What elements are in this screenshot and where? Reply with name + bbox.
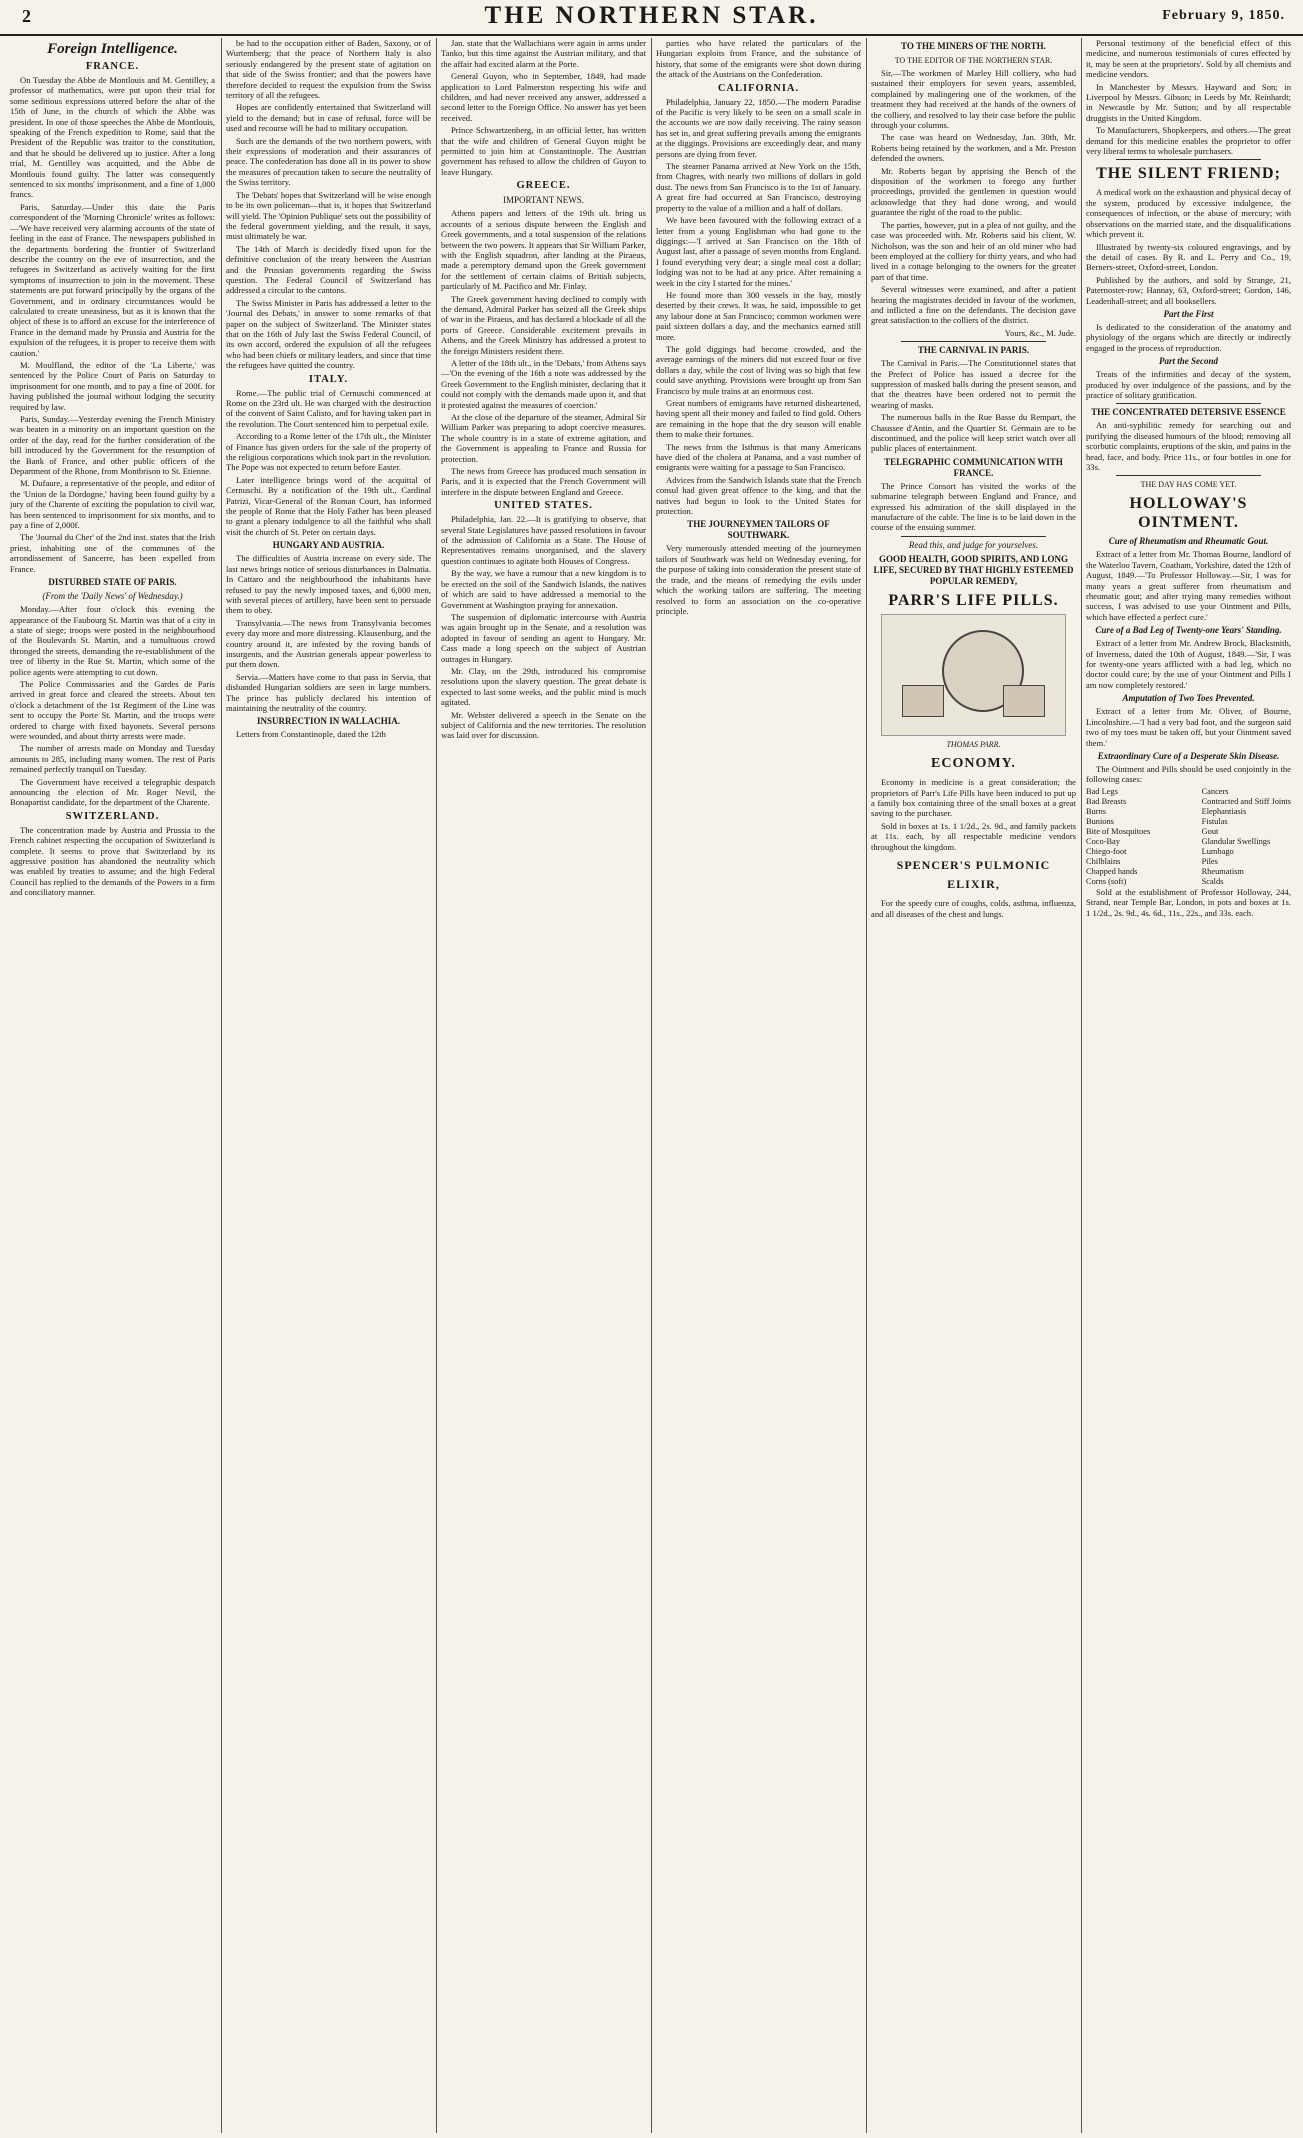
ailment-item: Chiego-foot: [1086, 846, 1127, 856]
article-paragraph: According to a Rome letter of the 17th ult., the Minister of Finance has given orders for the sale of the property of the religious corporations which took part in the revolution. The Pope was not expected to return before Easter.: [226, 431, 431, 473]
article-paragraph: A letter of the 18th ult., in the 'Debats,' from Athens says—'On the evening of the 16th a note was addressed by the Greek Government to the English minister, declaring that it could not comply with the demands made upon it, and that it protested against the measures of coercion.': [441, 357, 646, 410]
article-paragraph: At the close of the departure of the steamer, Admiral Sir William Parker was preparing to adopt coercive measures. The whole country is in a state of extreme agitation, and the Government is appealing to France and Russia for protection.: [441, 412, 646, 464]
subheading-italy: ITALY.: [308, 373, 349, 385]
article-paragraph: Jan. state that the Wallachians were again in arms under Tanko, but this time against the Austrian military, and that the affair had excited alarm at the Porte.: [441, 38, 646, 69]
article-paragraph: M. Dufaure, a representative of the people, and editor of the 'Union de la Dordogne,' having been found guilty by a jury of the Charente of exciting the population to civil war, has been sentenced to imprisonment for six months, and to pay a fine of 2,000f.: [10, 478, 215, 531]
article-paragraph: Servia.—Matters have come to that pass in Servia, that disbanded Hungarian soldiers are seen in large numbers. The prince has publicly declared his intention of maintaining the neutrality of the country.: [226, 671, 431, 713]
parr-portrait-illustration: [881, 614, 1066, 736]
subheading-france: FRANCE.: [85, 61, 140, 72]
letter-paragraph: The parties, however, put in a plea of not guilty, and the case was proceeded with. Mr. Roberts said his client, W. Nicholson, was the son and heir of an old miner who had been employed at the colliery for thirty years, and who had lived in a cottage belonging to the owners for the greater part of that time.: [871, 219, 1076, 282]
ailment-item: Lumbago: [1201, 846, 1234, 856]
ailment-item: Chapped hands: [1086, 866, 1138, 876]
letter-paragraph: Sir,—The workmen of Marley Hill colliery, who had sustained their employers for seven years, assembled, complained by malingering one of the workmen, of the treatment they had received at the hands of the owners of the colliery, and resolved to lay their case before the public through your columns.: [871, 68, 1076, 131]
ad-detersive-essence: THE CONCENTRATED DETERSIVE ESSENCE: [1091, 407, 1286, 418]
column-2: [226, 38, 431, 2128]
letter-signature: Yours, &c., M. Jude.: [1004, 327, 1076, 338]
article-paragraph: He found more than 300 vessels in the bay, mostly deserted by their crews. It was, he said, impossible to get any labour done at San Francisco; common workmen were paid sixteen dollars a day, and the mechanics earned still more.: [656, 289, 861, 342]
page-number: 2: [22, 6, 31, 26]
article-paragraph: parties who have related the particulars of the Hungarian exploits from France, and the substance of history, that some of the emigrants were shot down during the attack of the Austrians on the Confederation.: [656, 38, 861, 80]
ad-headline: GOOD HEALTH, GOOD SPIRITS, AND LONG LIFE, SECURED BY THAT HIGHLY ESTEEMED POPULAR REMEDY,: [873, 553, 1074, 586]
article-paragraph: The news from the Isthmus is that many Americans have died of the cholera at Panama, and a vast number of emigrants were waiting for a passage to San Francisco.: [656, 441, 861, 473]
ailment-item: Burns: [1086, 806, 1107, 816]
column-rule: [866, 38, 867, 2133]
section-heading-foreign: Foreign Intelligence.: [47, 41, 178, 57]
article-paragraph: Paris, Saturday.—Under this date the Paris correspondent of the 'Morning Chronicle' writes as follows:—'We have received very alarming accounts of the state of feeling in the east of France. The newspapers published in the departments bordering the frontier of Switzerland describe the country on the eve of insurrection, and the refugees in Switzerland as actively waiting for the first symptoms of insurrection to join in the movement. These statements are put forward principally by the organs of the Government, and in ordinary circumstances would be calculated to create uneasiness, but as it is known that the object of these is to afford an excuse for the interference of France in the demand made by Prussia and Austria for the expulsion of the refugees, it is proper to receive them with caution.': [10, 201, 215, 358]
article-paragraph: Very numerously attended meeting of the journeymen tailors of Southwark was held on Wednesday evening, for the purpose of taking into consideration the present state of the trade, and the means of remedying the evils under which the working tailors are suffering. The meeting resolved to form an association on the co-operative principle.: [656, 543, 861, 616]
article-paragraph: Mr. Clay, on the 29th, introduced his compromise resolutions upon the slavery question. The great debate is expected to last some weeks, and the public mind is much agitated.: [441, 665, 646, 708]
ailment-item: Chilblains: [1086, 856, 1121, 866]
ailment-item: Bad Breasts: [1086, 796, 1127, 806]
ad-paragraph: Illustrated by twenty-six coloured engravings, and by the detail of cases. By R. and L. Perry and Co., 19, Berners-street, Oxford-street, London.: [1086, 241, 1291, 273]
ad-paragraph: In Manchester by Messrs. Hayward and Son; in Liverpool by Messrs. Gibson; in Leeds by Mr. Reinhardt; in Newcastle by Mr. Sutton; and by all respectable druggists in the United Kingdom.: [1086, 81, 1291, 123]
ad-paragraph: Sold at the establishment of Professor Holloway, 244, Strand, near Temple Bar, London, in pots and boxes at 1s. 1 1/2d., 2s. 9d., 4s. 6d., 11s., 22s., and 33s. each.: [1086, 886, 1291, 918]
article-paragraph: Philadelphia, January 22, 1850.—The modern Paradise of the Pacific is very likely to be seen on a small scale in the accounts we are now daily receiving. The rainy season has set in, and great suffering prevails among the emigrants at the diggings. Provisions are exceedingly dear, and many persons are dying from fever.: [656, 96, 861, 159]
article-paragraph: We have been favoured with the following extract of a letter from a young Englishman who had gone to the diggings:—'I arrived at San Francisco on the 18th of August last, after a passage of seven months from England. I found everything very dear; a single meal cost a dollar; lodging was not to be had at any price. After remaining a week in the city I started for the mines.': [656, 215, 861, 288]
article-paragraph: On Tuesday the Abbe de Montlouis and M. Gentilley, a professor of mathematics, were put upon their trial for some seditious expressions uttered before the altar of the 15th of June, in the church of which the Abbe was president. In one of those speeches the Abbe de Montlouis, speaking of the French expedition to Rome, said that the President of the Republic was traitor to the constitution, and that he should be delivered up to justice. After a long trial, M. Gentilley was acquitted, and the Abbe de Montlouis found guilty. The latter was consequently sentenced to six months' imprisonment, and a fine of 1,000 francs.: [10, 75, 215, 200]
article-paragraph: The concentration made by Austria and Prussia to the French cabinet respecting the occupation of Switzerland is complete. It seems to prove that Switzerland by its aggressive position has abandoned the neutrality which was enabled by treaties to assume; and the high Federal Council has replied to the demands of the Powers in a firm and conciliatory manner.: [10, 824, 215, 898]
ad-silent-friend: THE SILENT FRIEND;: [1096, 165, 1281, 183]
subheading-miners-north: TO THE MINERS OF THE NORTH.: [901, 41, 1046, 51]
article-paragraph: The difficulties of Austria increase on every side. The last news brings notice of serious disturbances in Dalmatia. In Cattaro and the neighbourhood the inhabitants have refused to pay the newly imposed taxes, and 6,000 men, with several pieces of artillery, have been sent to persuade them to obey.: [226, 553, 431, 616]
article-paragraph: The suspension of diplomatic intercourse with Austria was again brought up in the Senate, and a resolution was adopted in favour of sending an agent to Hungary. Mr. Cass made a long speech on the subject of Austrian outrages in Hungary.: [441, 611, 646, 664]
subheading-important-news: IMPORTANT NEWS.: [502, 195, 585, 206]
subheading-to-editor: TO THE EDITOR OF THE NORTHERN STAR.: [894, 56, 1053, 65]
ad-paragraph: Extract of a letter from Mr. Oliver, of Bourne, Lincolnshire.—'I had a very bad foot, and the surgeon said two of my toes must be taken off, but your Ointment saved them.': [1086, 706, 1291, 748]
article-paragraph: The 'Journal du Cher' of the 2nd inst. states that the Irish priest, inhabiting one of the communes of the arrondissement of Sancerre, has been expelled from France.: [10, 532, 215, 574]
ad-part-heading: Part the First: [1163, 308, 1214, 319]
ad-economy-heading: ECONOMY.: [931, 756, 1016, 772]
article-paragraph: The 14th of March is decidedly fixed upon for the definitive conclusion of the treaty between the Austrian and the Prussian governments regarding the Swiss question. The Federal Council of Switzerland has addressed a circular to the cantons.: [226, 243, 431, 296]
ailment-item: Corns (soft): [1086, 876, 1127, 886]
ailment-item: Bite of Mosquitoes: [1086, 826, 1151, 836]
issue-date: February 9, 1850.: [1162, 8, 1285, 23]
ad-title-parrs-pills: PARR'S LIFE PILLS.: [888, 591, 1059, 609]
ailment-item: Bad Legs: [1086, 786, 1118, 796]
article-paragraph: The gold diggings had become crowded, and the average earnings of the miners did not exceed four or five dollars a day, while the cost of living was so high that few could save anything. Provisions were brought up from San Francisco by mule trains at an enormous cost.: [656, 343, 861, 396]
column-rule: [1081, 38, 1082, 2133]
article-paragraph: Monday.—After four o'clock this evening the appearance of the Faubourg St. Martin was that of a city in a state of siege; troops were posted in the neighbourhood of the Boulevards St. Martin, and a tumultuous crowd thronged the streets, demanding the re-establishment of the tree of liberty in the Rue St. Martin, which some of the police agents were attempting to cut down.: [10, 604, 215, 677]
article-paragraph: The news from Greece has produced much sensation in Paris, and it is expected that the French Government will interfere in the dispute between England and Greece.: [441, 466, 646, 497]
subheading-greece: GREECE.: [516, 180, 571, 192]
article-paragraph: The number of arrests made on Monday and Tuesday amounts to 285, including many women. The rest of Paris remained perfectly tranquil on Tuesday.: [10, 743, 215, 775]
ad-paragraph: Personal testimony of the beneficial effect of this medicine, and numerous testimonials of cures effected by it, may be seen at the proprietors'. Sold by all chemists and medicine vendors.: [1086, 38, 1291, 80]
ad-paragraph: The Ointment and Pills should be used conjointly in the following cases:: [1086, 763, 1291, 785]
article-paragraph: Great numbers of emigrants have returned disheartened, having spent all their money and failed to find gold. Others are remaining in the hope that the dry season will enable them to make their fortunes.: [656, 398, 861, 440]
column-1: [10, 38, 215, 2128]
subheading-united-states: UNITED STATES.: [494, 500, 593, 512]
column-4: [656, 38, 861, 2128]
article-paragraph: Letters from Constantinople, dated the 12th: [236, 729, 386, 740]
article-paragraph: Hopes are confidently entertained that Switzerland will yield to the demand; but in case of refusal, force will be used and recourse will be had to military occupation.: [226, 102, 431, 134]
ailment-item: Coco-Bay: [1086, 836, 1120, 846]
ailment-item: Elephantiasis: [1201, 806, 1247, 816]
article-paragraph: Athens papers and letters of the 19th ult. bring us accounts of a serious dispute between the English and Greek governments, and a total suspension of the relations between the two powers. It appears that Sir William Parker, with the English squadron, after landing at the Piraeus, made a peremptory demand upon the Greek government for the settlement of certain claims of British subjects, particularly of M. Pacifico and Mr. Finlay.: [441, 208, 646, 292]
ad-paragraph: A medical work on the exhaustion and physical decay of the system, produced by excessive indulgence, the consequences of infection, or the abuse of mercury; with observations on the married state, and the disqualifications which prevent it.: [1086, 187, 1291, 240]
ad-part-heading: Part the Second: [1158, 356, 1218, 367]
article-paragraph: The Government have received a telegraphic despatch announcing the election of Mr. Roger Nevil, the Bonapartist candidate, for the department of the Charente.: [10, 776, 215, 808]
ailment-list-right: [1202, 787, 1291, 887]
ad-paragraph: To Manufacturers, Shopkeepers, and others.—The great demand for this medicine enables the proprietor to offer very liberal terms to wholesale purchasers.: [1086, 125, 1291, 157]
ailment-item: Gout: [1201, 826, 1219, 836]
ailment-list: [1086, 787, 1291, 887]
ad-tagline: Read this, and judge for yourselves.: [908, 539, 1039, 550]
ailment-item: Fistulas: [1201, 816, 1228, 826]
ad-paragraph: Treats of the infirmities and decay of the system, produced by over indulgence of the passions, and by the practice of solitary gratification.: [1086, 369, 1291, 400]
column-5: [871, 38, 1076, 2128]
subheading-tailors-southwark: THE JOURNEYMEN TAILORS OF SOUTHWARK.: [687, 519, 830, 541]
column-rule: [221, 38, 222, 2133]
ailment-item: Bunions: [1086, 816, 1114, 826]
column-rule: [651, 38, 652, 2133]
article-paragraph: General Guyon, who in September, 1849, had made application to Lord Palmerston respecting his wife and children, and had never received any answer, addressed a second letter to the Foreign Office. No answer has yet been received.: [441, 71, 646, 123]
ad-subheading: Cure of Rheumatism and Rheumatic Gout.: [1108, 536, 1269, 547]
ad-subheading: Cure of a Bad Leg of Twenty-one Years' Standing.: [1095, 625, 1282, 636]
subheading-wallachia: INSURRECTION IN WALLACHIA.: [256, 716, 401, 727]
article-paragraph: Advices from the Sandwich Islands state that the French consul had given great offence to the king, and that the natives had begun to look to the United States for protection.: [656, 474, 861, 517]
article-paragraph: By the way, we have a rumour that a new kingdom is to be erected on the soil of the Sandwich Islands, the natives of which are said to have addressed a memorial to the Government at Washington praying for annexation.: [441, 568, 646, 610]
ad-tagline: THE DAY HAS COME YET.: [1140, 480, 1237, 490]
ad-paragraph: Published by the authors, and sold by Strange, 21, Paternoster-row; Hannay, 63, Oxford-street; Gordon, 146, Leadenhall-street; and all booksellers.: [1086, 274, 1291, 306]
article-paragraph: The Swiss Minister in Paris has addressed a letter to the 'Journal des Debats,' in answer to some remarks of that paper on the subject of Switzerland. The Minister states that on the 16th of July last the Swiss Federal Council, of its own accord, ordered the expulsion of all the refugees who had been chiefs or military leaders, and since that time the refugees have quitted the country.: [226, 297, 431, 371]
column-3: [441, 38, 646, 2128]
article-paragraph: The Prince Consort has visited the works of the submarine telegraph between England and France, and expressed his admiration of the skill displayed in the manufacture of the cable. The line is to be laid down in the course of the ensuing summer.: [871, 480, 1076, 533]
article-paragraph: Prince Schwartzenberg, in an official letter, has written that the wife and children of General Guyon might be permitted to join him at Constantinople. The Austrian government has refused to allow the children of Guyon to leave Hungary.: [441, 125, 646, 177]
ad-spencers-elixir: SPENCER'S PULMONIC ELIXIR,: [896, 858, 1051, 892]
article-paragraph: The numerous balls in the Rue Basse du Rempart, the Chaussee d'Antin, and the Quartier St. Germain are to be discontinued, and the police will keep strict watch over all public places of entertainment.: [871, 412, 1076, 454]
ailment-item: Contracted and Stiff Joints: [1201, 796, 1291, 806]
ad-paragraph: Extract of a letter from Mr. Andrew Brock, Blacksmith, of Inverness, dated the 10th of August, 1849.—'Sir, I was for twenty-one years afflicted with a bad leg, which no doctor could cure; by the use of your Ointment and Pills I am now completely restored.': [1086, 638, 1291, 690]
ad-paragraph: An anti-syphilitic remedy for searching out and purifying the diseased humours of the blood; removing all scorbutic complaints, eruptions of the skin, and pains in the head, face, and body. Price 11s., or four bottles in one for 33s.: [1086, 420, 1291, 472]
article-paragraph: Transylvania.—The news from Transylvania becomes every day more and more distressing. Klausenburg, and the country around it, are infested by the roving bands of insurgents, and the Austrian generals appear powerless to put them down.: [226, 617, 431, 670]
letter-paragraph: The case was heard on Wednesday, Jan. 30th, Mr. Roberts being retained by the workmen, and a Mr. Preston defended the owners.: [871, 132, 1076, 164]
separator: [901, 536, 1046, 537]
ailment-item: Rheumatism: [1201, 866, 1244, 876]
ad-paragraph: Extract of a letter from Mr. Thomas Bourne, landlord of the Waterloo Tavern, Coatham, Yorkshire, dated the 12th of August, 1849.—'To Professor Holloway.—Sir, I was for many years a great sufferer from rheumatism and rheumatic gout; and after trying many remedies without success, I was advised to use your Ointment and Pills, which have effected a perfect cure.': [1086, 549, 1291, 622]
article-paragraph: The Greek government having declined to comply with the demand, Admiral Parker has seized all the Greek ships of war in the Piraeus, and has declared a blockade of all the ports of Greece. Considerable excitement prevails in Athens, and the Greek Ministry has addressed a protest to the foreign Ministers resident there.: [441, 293, 646, 356]
letter-paragraph: Several witnesses were examined, and after a patient hearing the magistrates decided in favour of the workmen, and inflicted a fine on the defendants. The decision gave great satisfaction to the colliers of the district.: [871, 284, 1076, 326]
ad-paragraph: Economy in medicine is a great consideration; the proprietors of Parr's Life Pills have been induced to put up a family box containing three of the small boxes at a great saving to the purchaser.: [871, 777, 1076, 819]
ad-subheading: Extraordinary Cure of a Desperate Skin Disease.: [1097, 750, 1280, 761]
newspaper-title: THE NORTHERN STAR.: [484, 2, 819, 29]
ailment-item: Glandular Swellings: [1201, 836, 1271, 846]
ad-paragraph: Is dedicated to the consideration of the anatomy and physiology of the organs which are directly or indirectly engaged in the process of reproduction.: [1086, 321, 1291, 353]
ad-paragraph: Sold in boxes at 1s. 1 1/2d., 2s. 9d., and family packets at 11s. each, by all respectable medicine vendors throughout the kingdom.: [871, 820, 1076, 852]
article-paragraph: Later intelligence brings word of the acquittal of Cernuschi. By a notification of the 19th ult., Cardinal Patrizi, Vicar-General of the Roman Court, has informed the people of Rome that the Holy Father has been pleased to grant a plenary indulgence to all the faithful who shall visit the church of St. Peter on certain days.: [226, 474, 431, 537]
subheading-source: (From the 'Daily News' of Wednesday.): [42, 591, 183, 602]
ad-subheading: Amputation of Two Toes Prevented.: [1122, 693, 1255, 704]
column-rule: [436, 38, 437, 2133]
separator: [1116, 403, 1261, 404]
column-6: [1086, 38, 1291, 2128]
article-paragraph: Paris, Sunday.—Yesterday evening the French Ministry was beaten in a minority on an important question on the order of the day, read for the further consideration of the bill introduced by the Government for the resumption of the Bank of France, and other public officers of the Department of the Rhone, from Montbrison to St. Etienne.: [10, 414, 215, 477]
letter-paragraph: Mr. Roberts began by apprising the Bench of the disposition of the workmen to forego any further proceedings, provided the gentlemen in question would acknowledge that they had done wrong, and would guarantee the right of the road to the public.: [871, 165, 1076, 218]
subheading-carnival: THE CARNIVAL IN PARIS.: [917, 345, 1030, 356]
article-paragraph: The Carnival in Paris.—The Constitutionnel states that the Prefect of Police has issued a decree for the suppression of masked balls during the present season, and that the theatres have been ordered not to permit the wearing of masks.: [871, 358, 1076, 410]
subheading-switzerland: SWITZERLAND.: [65, 810, 160, 822]
portrait-caption: THOMAS PARR.: [946, 739, 1001, 749]
ailment-item: Cancers: [1201, 786, 1229, 796]
subheading-disturbed-paris: DISTURBED STATE OF PARIS.: [48, 577, 177, 588]
article-paragraph: The 'Debats' hopes that Switzerland will be wise enough to be its own policeman—that is, it hopes that Switzerland will yield. The 'Opinion Publique' sets out the possibility of the federal government yielding, and the result, it says, must ultimately be war.: [226, 189, 431, 242]
ailment-item: Piles: [1201, 856, 1218, 866]
subheading-telegraph: TELEGRAPHIC COMMUNICATION WITH FRANCE.: [884, 456, 1063, 478]
pill-box-icon: [1003, 685, 1045, 717]
pill-box-icon: [902, 685, 944, 717]
ad-paragraph: For the speedy cure of coughs, colds, asthma, influenza, and all diseases of the chest and lungs.: [871, 898, 1076, 919]
article-paragraph: M. Moulfland, the editor of the 'La Liberte,' was sentenced by the Police Court of Paris on Saturday to imprisonment for one month, and to pay a fine of 200f. for having published the journal without lodging the security required by law.: [10, 359, 215, 412]
masthead: [0, 0, 1303, 36]
separator: [1116, 159, 1261, 160]
article-paragraph: The Police Commissaries and the Gardes de Paris arrived in great force and cleared the streets. About ten o'clock a detachment of the 1st Regiment of the Line was sent to occupy the Porte St. Martin, and the troops were ordered to charge with fixed bayonets. Several persons were wounded, and about thirty arrests were made.: [10, 678, 215, 741]
article-paragraph: Mr. Webster delivered a speech in the Senate on the subject of California and the new territories. The resolution was laid over for discussion.: [441, 709, 646, 741]
article-paragraph: Such are the demands of the two northern powers, with their expressions of moderation and their assurances of peace. The confederation has done all in its power to show the measures of precaution taken to secure the neutrality of the Swiss territory.: [226, 135, 431, 188]
separator: [1116, 475, 1261, 476]
subheading-hungary-austria: HUNGARY AND AUSTRIA.: [272, 540, 385, 551]
article-paragraph: Philadelphia, Jan. 22.—It is gratifying to observe, that several State Legislatures have passed resolutions in favour of the admission of California as a State. The House of Representatives remains unorganised, and the slavery question continues to agitate both Houses of Congress.: [441, 514, 646, 566]
article-paragraph: The steamer Panama arrived at New York on the 15th, from Chagres, with nearly two millions of dollars in gold dust. The news from San Francisco is to the 1st of January. A great fire had occurred at San Francisco, destroying property to the value of a million and a half of dollars.: [656, 161, 861, 213]
separator: [901, 341, 1046, 342]
subheading-california: CALIFORNIA.: [717, 82, 800, 94]
article-paragraph: Rome.—The public trial of Cernuschi commenced at Rome on the 23rd ult. He was charged with the destruction of the convent of Saint Calisto, and for having taken part in the revolution. The Court sentenced him to perpetual exile.: [226, 387, 431, 429]
article-paragraph: be had to the occupation either of Baden, Saxony, or of Wurtemberg; that the peace of Northern Italy is also seriously endangered by the present state of agitation on that side of the Swiss frontier; and that the powers have therefore decided to request the expulsion from the Swiss territory of all the refugees.: [226, 38, 431, 101]
ailment-list-left: [1086, 787, 1150, 887]
ad-holloways-ointment: HOLLOWAY'S OINTMENT.: [1129, 495, 1248, 532]
ailment-item: Scalds: [1201, 876, 1224, 886]
